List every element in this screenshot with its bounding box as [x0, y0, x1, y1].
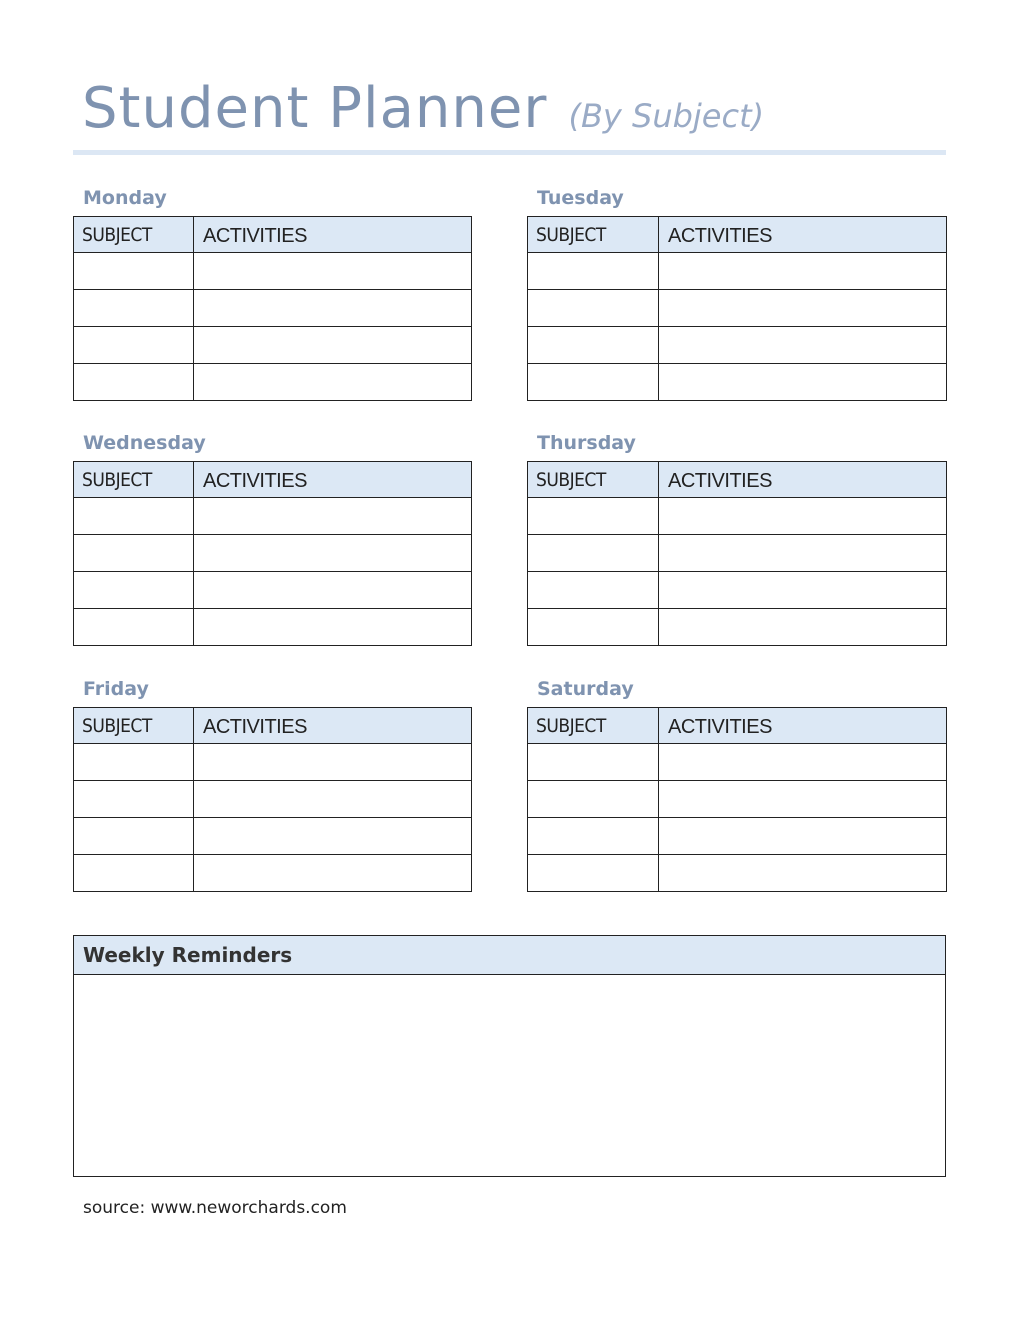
day-section-friday [73, 677, 472, 892]
subject-cell[interactable] [74, 327, 194, 364]
weekly-reminders-area[interactable] [74, 975, 945, 1176]
activities-cell[interactable] [194, 253, 472, 290]
subject-cell[interactable] [528, 609, 659, 646]
table-row [528, 364, 947, 401]
day-table [527, 707, 947, 892]
day-section-tuesday [527, 186, 947, 401]
table-row [74, 818, 472, 855]
table-row [528, 535, 947, 572]
planner-title: Student Planner [82, 76, 548, 141]
activities-cell[interactable] [659, 609, 947, 646]
table-row [528, 818, 947, 855]
table-row [528, 253, 947, 290]
table-row [74, 572, 472, 609]
table-row [74, 535, 472, 572]
table-header-row [74, 217, 472, 253]
table-row [74, 327, 472, 364]
activities-cell[interactable] [194, 744, 472, 781]
activities-cell[interactable] [659, 364, 947, 401]
activities-column-header: ACTIVITIES [659, 217, 947, 253]
day-table [527, 216, 947, 401]
subject-cell[interactable] [528, 818, 659, 855]
activities-cell[interactable] [659, 818, 947, 855]
activities-cell[interactable] [194, 327, 472, 364]
activities-cell[interactable] [194, 609, 472, 646]
day-table [527, 461, 947, 646]
page-title [82, 76, 764, 141]
subject-cell[interactable] [528, 781, 659, 818]
subject-column-header: SUBJECT [74, 217, 194, 253]
activities-column-header: ACTIVITIES [659, 462, 947, 498]
activities-cell[interactable] [659, 253, 947, 290]
subject-cell[interactable] [74, 253, 194, 290]
day-table [73, 707, 472, 892]
subject-cell[interactable] [74, 818, 194, 855]
activities-cell[interactable] [659, 535, 947, 572]
subject-cell[interactable] [74, 781, 194, 818]
day-section-thursday [527, 431, 947, 646]
subject-column-header: SUBJECT [528, 217, 659, 253]
subject-cell[interactable] [528, 290, 659, 327]
day-label: Monday [83, 187, 167, 209]
activities-cell[interactable] [194, 364, 472, 401]
activities-cell[interactable] [659, 327, 947, 364]
day-section-saturday [527, 677, 947, 892]
subject-cell[interactable] [528, 855, 659, 892]
table-header-row [528, 708, 947, 744]
subject-cell[interactable] [528, 535, 659, 572]
activities-column-header: ACTIVITIES [659, 708, 947, 744]
activities-cell[interactable] [659, 498, 947, 535]
subject-column-header: SUBJECT [74, 708, 194, 744]
table-header-row [74, 708, 472, 744]
subject-cell[interactable] [528, 327, 659, 364]
activities-cell[interactable] [194, 290, 472, 327]
subject-column-header: SUBJECT [528, 708, 659, 744]
planner-subtitle: (By Subject) [568, 97, 765, 135]
subject-cell[interactable] [528, 253, 659, 290]
subject-column-header: SUBJECT [74, 462, 194, 498]
table-row [528, 609, 947, 646]
day-label: Friday [83, 678, 149, 700]
table-row [74, 498, 472, 535]
activities-column-header: ACTIVITIES [194, 217, 472, 253]
subject-cell[interactable] [528, 498, 659, 535]
subject-cell[interactable] [74, 572, 194, 609]
weekly-reminders-header: Weekly Reminders [74, 936, 945, 975]
activities-cell[interactable] [194, 855, 472, 892]
table-row [74, 744, 472, 781]
subject-cell[interactable] [74, 744, 194, 781]
day-label: Wednesday [83, 432, 206, 454]
day-label: Tuesday [537, 187, 624, 209]
subject-cell[interactable] [74, 290, 194, 327]
table-row [528, 498, 947, 535]
activities-column-header: ACTIVITIES [194, 462, 472, 498]
activities-cell[interactable] [194, 818, 472, 855]
table-row [528, 290, 947, 327]
table-row [528, 327, 947, 364]
table-row [528, 855, 947, 892]
day-section-monday [73, 186, 472, 401]
weekly-reminders-box [73, 935, 946, 1177]
activities-cell[interactable] [194, 781, 472, 818]
table-header-row [74, 462, 472, 498]
subject-cell[interactable] [74, 364, 194, 401]
table-row [528, 744, 947, 781]
activities-cell[interactable] [194, 572, 472, 609]
subject-cell[interactable] [74, 498, 194, 535]
day-label: Thursday [537, 432, 636, 454]
table-row [74, 781, 472, 818]
subject-cell[interactable] [74, 535, 194, 572]
table-row [74, 364, 472, 401]
subject-cell[interactable] [74, 609, 194, 646]
table-header-row [528, 462, 947, 498]
table-row [528, 572, 947, 609]
table-header-row [528, 217, 947, 253]
activities-cell[interactable] [659, 744, 947, 781]
table-row [74, 253, 472, 290]
day-table [73, 461, 472, 646]
activities-column-header: ACTIVITIES [194, 708, 472, 744]
activities-cell[interactable] [659, 855, 947, 892]
table-row [528, 781, 947, 818]
title-divider [73, 150, 946, 155]
activities-cell[interactable] [194, 535, 472, 572]
day-label: Saturday [537, 678, 634, 700]
subject-cell[interactable] [528, 572, 659, 609]
activities-cell[interactable] [659, 290, 947, 327]
table-row [74, 855, 472, 892]
table-row [74, 609, 472, 646]
activities-cell[interactable] [194, 498, 472, 535]
subject-cell[interactable] [528, 364, 659, 401]
table-row [74, 290, 472, 327]
day-table [73, 216, 472, 401]
source-credit: source: www.neworchards.com [83, 1198, 347, 1218]
activities-cell[interactable] [659, 781, 947, 818]
subject-column-header: SUBJECT [528, 462, 659, 498]
subject-cell[interactable] [74, 855, 194, 892]
day-section-wednesday [73, 431, 472, 646]
subject-cell[interactable] [528, 744, 659, 781]
activities-cell[interactable] [659, 572, 947, 609]
